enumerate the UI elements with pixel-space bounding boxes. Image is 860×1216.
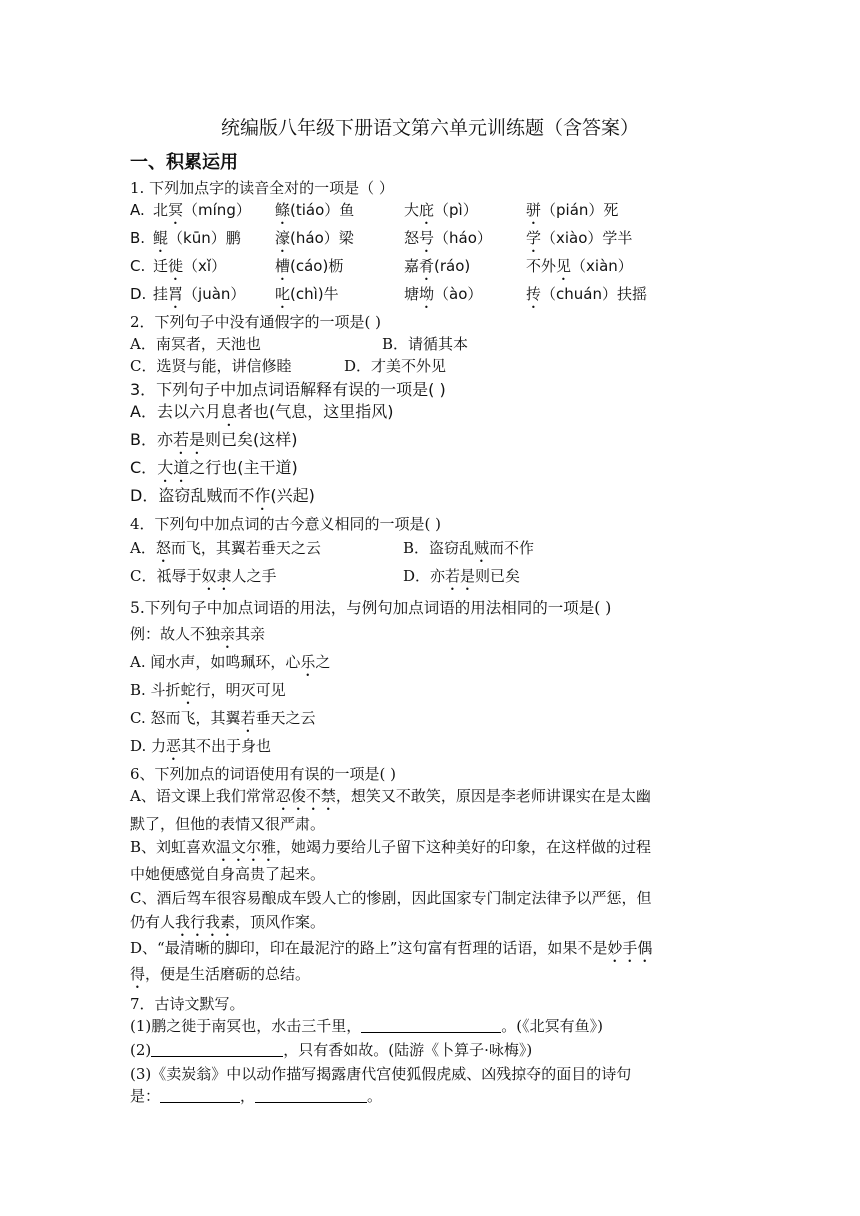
q4-option-d: D．亦若是则已矣 (403, 567, 521, 585)
q4-option-b: B．盗窃乱贼而不作 (403, 539, 535, 557)
q5-example: 例：故人不独亲其亲 (130, 625, 266, 643)
q1-option-row (130, 284, 730, 306)
q4-option-c: C．祗辱于奴隶人之手 (130, 567, 277, 585)
q7-part3-line1: (3)《卖炭翁》中以动作描写揭露唐代宫使狐假虎威、凶残掠夺的面目的诗句 (130, 1065, 632, 1083)
q6-option-a-line2: 默了，但他的表情又很严肃。 (130, 815, 326, 833)
q1-option-item: 鲲（kūn）鹏 (153, 229, 241, 247)
q6-option-d-line1: D、“最清晰的脚印，印在最泥泞的路上”这句富有哲理的话语，如果不是妙手偶 (130, 939, 653, 957)
q1-option-row (130, 228, 730, 250)
q4-stem: 4．下列句中加点词的古今意义相同的一项是( ) (130, 515, 442, 533)
q1-option-label: C. (130, 257, 146, 275)
q1-option-item: 北冥（míng） (153, 201, 251, 219)
q1-option-item: 挂罥（juàn） (153, 285, 246, 303)
q2-option-d: D．才美不外见 (344, 357, 447, 375)
q5-option-b: B. 斗折蛇行，明灭可见 (130, 681, 286, 699)
q6-stem: 6、下列加点的词语使用有误的一项是( ) (130, 765, 397, 783)
q1-option-label: A. (130, 201, 145, 219)
q1-option-item: 塘坳（ào） (404, 285, 483, 303)
q1-option-item: 叱(chì)牛 (275, 285, 339, 303)
q7-part1-blank[interactable] (361, 1017, 501, 1033)
q1-option-item: 槽(cáo)枥 (275, 257, 344, 275)
q5-stem: 5.下列句子中加点词语的用法，与例句加点词语的用法相同的一项是( ) (130, 599, 612, 617)
q1-option-label: B. (130, 229, 146, 247)
q1-option-label: D. (130, 285, 147, 303)
q2-option-c: C．选贤与能，讲信修睦 (130, 357, 292, 375)
q2-option-a: A．南冥者，天池也 (130, 335, 261, 353)
q1-option-item: 学（xiào）学半 (526, 229, 633, 247)
q3-stem: 3．下列句子中加点词语解释有误的一项是( ) (130, 380, 446, 399)
q7-part1: (1)鹏之徙于南冥也，水击三千里， 。(《北冥有鱼》) (130, 1017, 603, 1035)
q6-option-b-line2: 中她便感觉自身高贵了起来。 (130, 865, 326, 883)
q1-stem: 1. 下列加点字的读音全对的一项是（ ） (130, 179, 394, 197)
q2-stem: 2．下列句子中没有通假字的一项是( ) (130, 313, 382, 331)
q7-part2-blank[interactable] (151, 1041, 283, 1057)
q1-option-item: 嘉肴(ráo) (404, 257, 471, 275)
q1-option-item: 濠(háo）梁 (275, 229, 354, 247)
q7-part2: (2) ，只有香如故。(陆游《卜算子·咏梅》) (130, 1041, 533, 1059)
q1-option-item: 不外见（xiàn） (526, 257, 633, 275)
q1-option-row (130, 256, 730, 278)
q1-option-item: 怒号（háo） (404, 229, 492, 247)
q3-option-a: A．去以六月息者也(气息，这里指风) (130, 402, 394, 421)
q6-option-d-line2: 得，便是生活磨砺的总结。 (130, 965, 311, 983)
q7-stem: 7．古诗文默写。 (130, 995, 245, 1013)
q7-part3-blank1[interactable] (160, 1087, 240, 1103)
q1-option-item: 迁徙（xǐ） (153, 257, 227, 275)
q6-option-c-line2: 仍有人我行我素，顶风作案。 (130, 913, 326, 931)
q3-option-b: B．亦若是则已矣(这样) (130, 430, 298, 449)
section-heading-accumulation: 一、积累运用 (130, 152, 238, 173)
q6-option-c-line1: C、酒后驾车很容易酿成车毁人亡的惨剧，因此国家专门制定法律予以严惩，但 (130, 889, 652, 907)
q3-option-c: C．大道之行也(主干道) (130, 458, 298, 477)
q3-option-d: D．盗窃乱贼而不作(兴起) (130, 486, 315, 505)
q5-option-c: C. 怒而飞，其翼若垂天之云 (130, 709, 316, 727)
q6-option-a-line1: A、语文课上我们常常忍俊不禁，想笑又不敢笑，原因是李老师讲课实在是太幽 (130, 787, 651, 805)
q4-option-a: A．怒而飞，其翼若垂天之云 (130, 539, 321, 557)
q2-option-b: B．请循其本 (382, 335, 469, 353)
q1-option-item: 鲦(tiáo）鱼 (275, 201, 355, 219)
q1-option-item: 抟（chuán）扶摇 (526, 285, 647, 303)
q1-option-item: 骈（pián）死 (526, 201, 619, 219)
q7-part3-blank2[interactable] (255, 1087, 367, 1103)
q7-part3-line2: 是： ， 。 (130, 1087, 383, 1105)
q5-option-d: D. 力恶其不出于身也 (130, 737, 272, 755)
q5-option-a: A. 闻水声，如鸣珮环，心乐之 (130, 653, 331, 671)
q6-option-b-line1: B、刘虹喜欢温文尔雅，她竭力要给儿子留下这种美好的印象，在这样做的过程 (130, 838, 652, 856)
q1-option-item: 大庇（pì） (404, 201, 478, 219)
page-title: 统编版八年级下册语文第六单元训练题（含答案） (220, 117, 639, 139)
q1-option-row (130, 200, 730, 222)
